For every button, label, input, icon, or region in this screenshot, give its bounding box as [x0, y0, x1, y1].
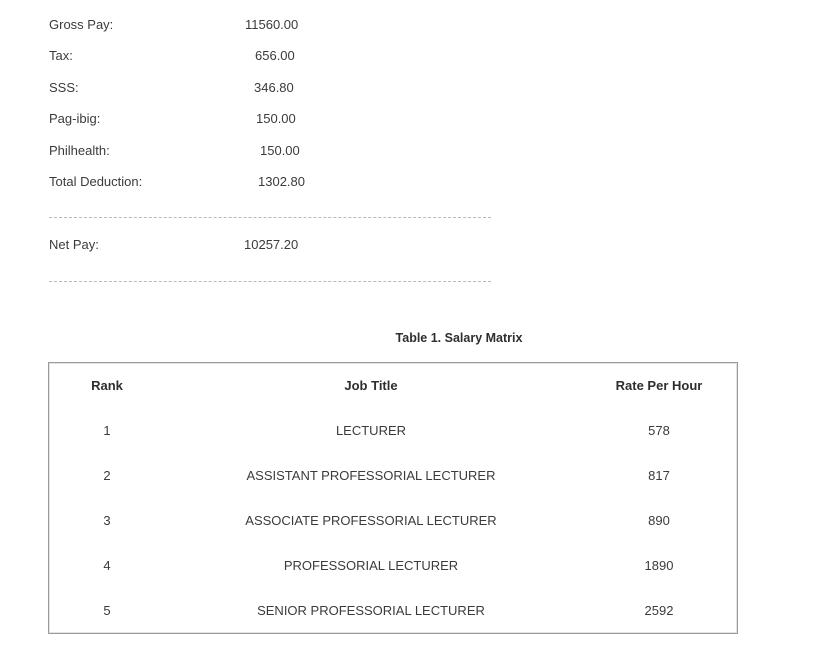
table-row [49, 601, 737, 621]
tax-row [49, 47, 509, 65]
philhealth-label: Philhealth: [49, 143, 110, 158]
table-row [49, 421, 737, 441]
gross-pay-label: Gross Pay: [49, 17, 114, 32]
pagibig-label: Pag-ibig: [49, 111, 101, 126]
bottom-divider [49, 281, 491, 282]
net-pay-value: 10257.20 [244, 237, 299, 252]
pagibig-value: 150.00 [256, 111, 296, 126]
table-caption: Table 1. Salary Matrix [395, 331, 523, 345]
job-title-cell: PROFESSORIAL LECTURER [283, 558, 459, 573]
header-rate: Rate Per Hour [615, 378, 703, 393]
total-deduction-label: Total Deduction: [49, 174, 143, 189]
rank-cell: 5 [103, 603, 111, 618]
table-header-row [49, 376, 737, 396]
gross-pay-value: 11560.00 [245, 17, 299, 32]
rate-cell: 578 [648, 423, 670, 438]
header-job-title: Job Title [344, 378, 398, 393]
job-title-cell: ASSOCIATE PROFESSORIAL LECTURER [245, 513, 497, 528]
net-pay-row [49, 236, 509, 254]
rank-cell: 1 [103, 423, 111, 438]
sss-row [49, 79, 509, 97]
rate-cell: 2592 [644, 603, 674, 618]
philhealth-row [49, 142, 509, 160]
job-title-cell: ASSISTANT PROFESSORIAL LECTURER [246, 468, 496, 483]
rank-cell: 2 [103, 468, 111, 483]
job-title-cell: LECTURER [335, 423, 407, 438]
tax-label: Tax: [49, 48, 73, 63]
middle-divider [49, 217, 491, 218]
sss-label: SSS: [49, 80, 79, 95]
pagibig-row [49, 110, 509, 128]
rank-cell: 4 [103, 558, 111, 573]
header-rank: Rank [91, 378, 123, 393]
table-row [49, 466, 737, 486]
gross-pay-row [49, 16, 509, 34]
rate-cell: 890 [648, 513, 670, 528]
philhealth-value: 150.00 [260, 143, 300, 158]
rate-cell: 1890 [644, 558, 674, 573]
table-row [49, 556, 737, 576]
rate-cell: 817 [648, 468, 670, 483]
net-pay-label: Net Pay: [49, 237, 99, 252]
sss-value: 346.80 [254, 80, 294, 95]
salary-matrix-table [48, 362, 738, 634]
total-deduction-value: 1302.80 [258, 174, 305, 189]
rank-cell: 3 [103, 513, 111, 528]
tax-value: 656.00 [255, 48, 295, 63]
total-deduction-row [49, 173, 509, 191]
table-row [49, 511, 737, 531]
job-title-cell: SENIOR PROFESSORIAL LECTURER [257, 603, 485, 618]
